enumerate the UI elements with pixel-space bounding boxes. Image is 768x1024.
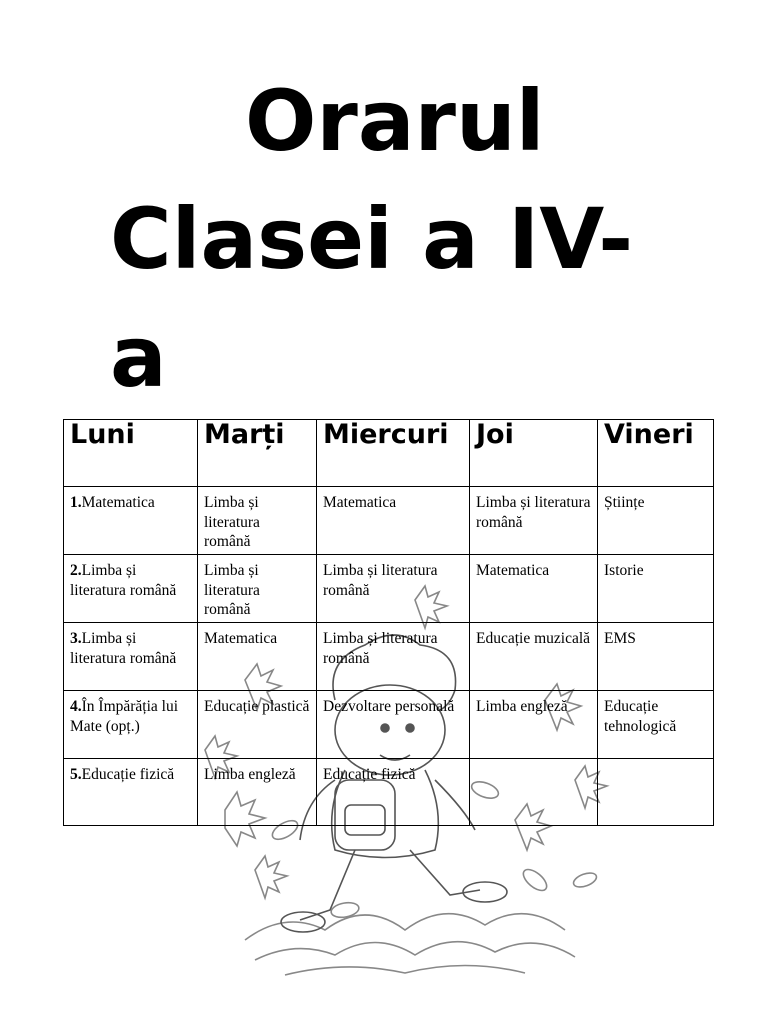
cell-marti: Limba și literatura română <box>198 555 317 623</box>
foliage-icon <box>245 914 575 975</box>
cell-joi: Educație muzicală <box>470 623 598 691</box>
cell-luni <box>64 487 198 555</box>
cell-joi <box>470 759 598 826</box>
title-line-2: Clasei a IV- <box>110 190 634 288</box>
subject-text: Educație fizică <box>81 766 175 783</box>
page-title <box>110 62 720 416</box>
cell-joi: Matematica <box>470 555 598 623</box>
table-row <box>64 487 714 555</box>
cell-miercuri: Dezvoltare personală <box>317 691 470 759</box>
subject-text: În Împărăția lui Mate (opț.) <box>70 698 179 735</box>
cell-vineri: Istorie <box>598 555 714 623</box>
table-header-row <box>64 420 714 487</box>
header-luni: Luni <box>64 420 198 487</box>
cell-vineri: EMS <box>598 623 714 691</box>
table-row <box>64 623 714 691</box>
period-number: 3. <box>70 630 82 647</box>
period-number: 4. <box>70 698 82 715</box>
cell-joi: Limba engleză <box>470 691 598 759</box>
cell-vineri <box>598 759 714 826</box>
title-line-1: Orarul <box>245 72 545 170</box>
title-line-3: a <box>110 308 167 406</box>
cell-vineri: Educație tehnologică <box>598 691 714 759</box>
cell-miercuri: Limba și literatura română <box>317 555 470 623</box>
header-marti: Marți <box>198 420 317 487</box>
cell-marti: Matematica <box>198 623 317 691</box>
cell-joi: Limba și literatura română <box>470 487 598 555</box>
cell-luni <box>64 555 198 623</box>
table-row <box>64 759 714 826</box>
cell-luni <box>64 691 198 759</box>
period-number: 5. <box>70 766 82 783</box>
cell-marti: Educație plastică <box>198 691 317 759</box>
cell-vineri: Științe <box>598 487 714 555</box>
subject-text: Limba și literatura română <box>70 562 177 599</box>
cell-marti: Limba engleză <box>198 759 317 826</box>
header-miercuri: Miercuri <box>317 420 470 487</box>
cell-miercuri: Limba și literatura română <box>317 623 470 691</box>
header-joi: Joi <box>470 420 598 487</box>
cell-luni <box>64 759 198 826</box>
cell-miercuri: Educație fizică <box>317 759 470 826</box>
cell-luni <box>64 623 198 691</box>
cell-marti: Limba și literatura română <box>198 487 317 555</box>
table-row <box>64 691 714 759</box>
header-vineri: Vineri <box>598 420 714 487</box>
table-row <box>64 555 714 623</box>
cell-miercuri: Matematica <box>317 487 470 555</box>
subject-text: Matematica <box>81 494 155 511</box>
period-number: 1. <box>70 494 82 511</box>
period-number: 2. <box>70 562 82 579</box>
schedule-table <box>63 419 714 826</box>
subject-text: Limba și literatura română <box>70 630 177 667</box>
